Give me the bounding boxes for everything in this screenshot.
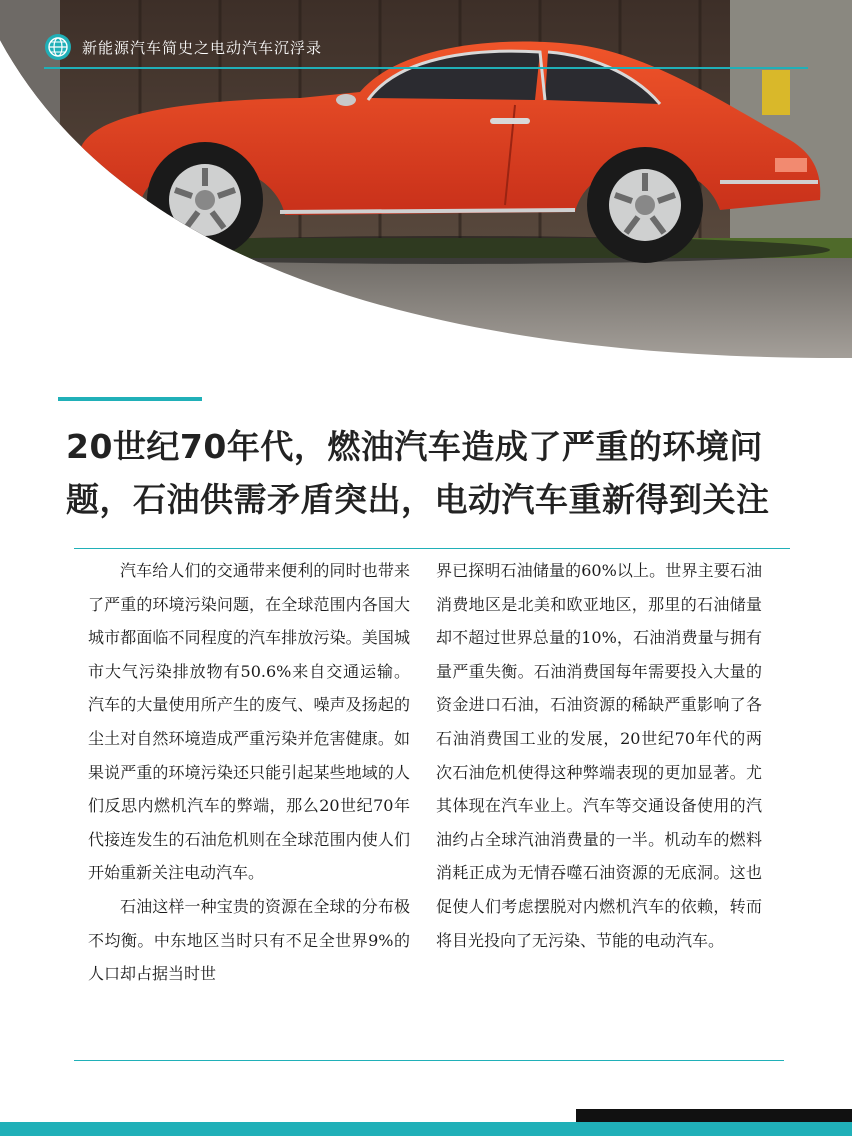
paragraph: 汽车给人们的交通带来便利的同时也带来了严重的环境污染问题，在全球范围内各国大城市都面临不同程度的汽车排放污染。美国城市大气污染排放物有50.6%来自交通运输。汽车的大量使用所产生的废气、噪声及扬起的尘土对自然环境造成严重污染并危害健康。如果说严重的环境污染还只能引起某些地域的人们反思内燃机汽车的弊端，那么20世纪70年代接连发生的石油危机则在全球范围内使人们开始重新关注电动汽车。 bbox=[88, 561, 410, 883]
footer-black-bar bbox=[576, 1109, 852, 1122]
bottom-divider bbox=[74, 1060, 784, 1061]
footer-teal-bar bbox=[0, 1122, 852, 1136]
headline-line-1: 20世纪70年代，燃油汽车造成了严重的环境问 bbox=[66, 427, 763, 466]
header bbox=[44, 32, 322, 62]
paragraph: 石油这样一种宝贵的资源在全球的分布极不均衡。中东地区当时只有不足全世界9%的人口却占据当时世 bbox=[88, 896, 410, 984]
top-divider bbox=[74, 548, 790, 549]
right-column bbox=[436, 554, 762, 957]
paragraph: 界已探明石油储量的60%以上。世界主要石油消费地区是北美和欧亚地区，那里的石油储量却不超过世界总量的10%，石油消费量与拥有量严重失衡。石油消费国每年需要投入大量的资金进口石油，石油资源的稀缺严重影响了各石油消费国工业的发展，20世纪70年代的两次石油危机使得这种弊端表现的更加显著。尤其体现在汽车业上。汽车等交通设备使用的汽油约占全球汽油消费量的一半。机动车的燃料消耗正成为无情吞噬石油资源的无底洞。这也促使人们考虑摆脱对内燃机汽车的依赖，转而将目光投向了无污染、节能的电动汽车。 bbox=[436, 561, 762, 950]
headline-accent-bar bbox=[58, 397, 202, 401]
header-title: 新能源汽车简史之电动汽车沉浮录 bbox=[82, 38, 323, 57]
left-column bbox=[88, 554, 410, 991]
globe-icon bbox=[44, 33, 72, 61]
headline bbox=[66, 420, 806, 526]
header-divider bbox=[44, 67, 808, 69]
headline-line-2: 题，石油供需矛盾突出，电动汽车重新得到关注 bbox=[66, 480, 770, 519]
